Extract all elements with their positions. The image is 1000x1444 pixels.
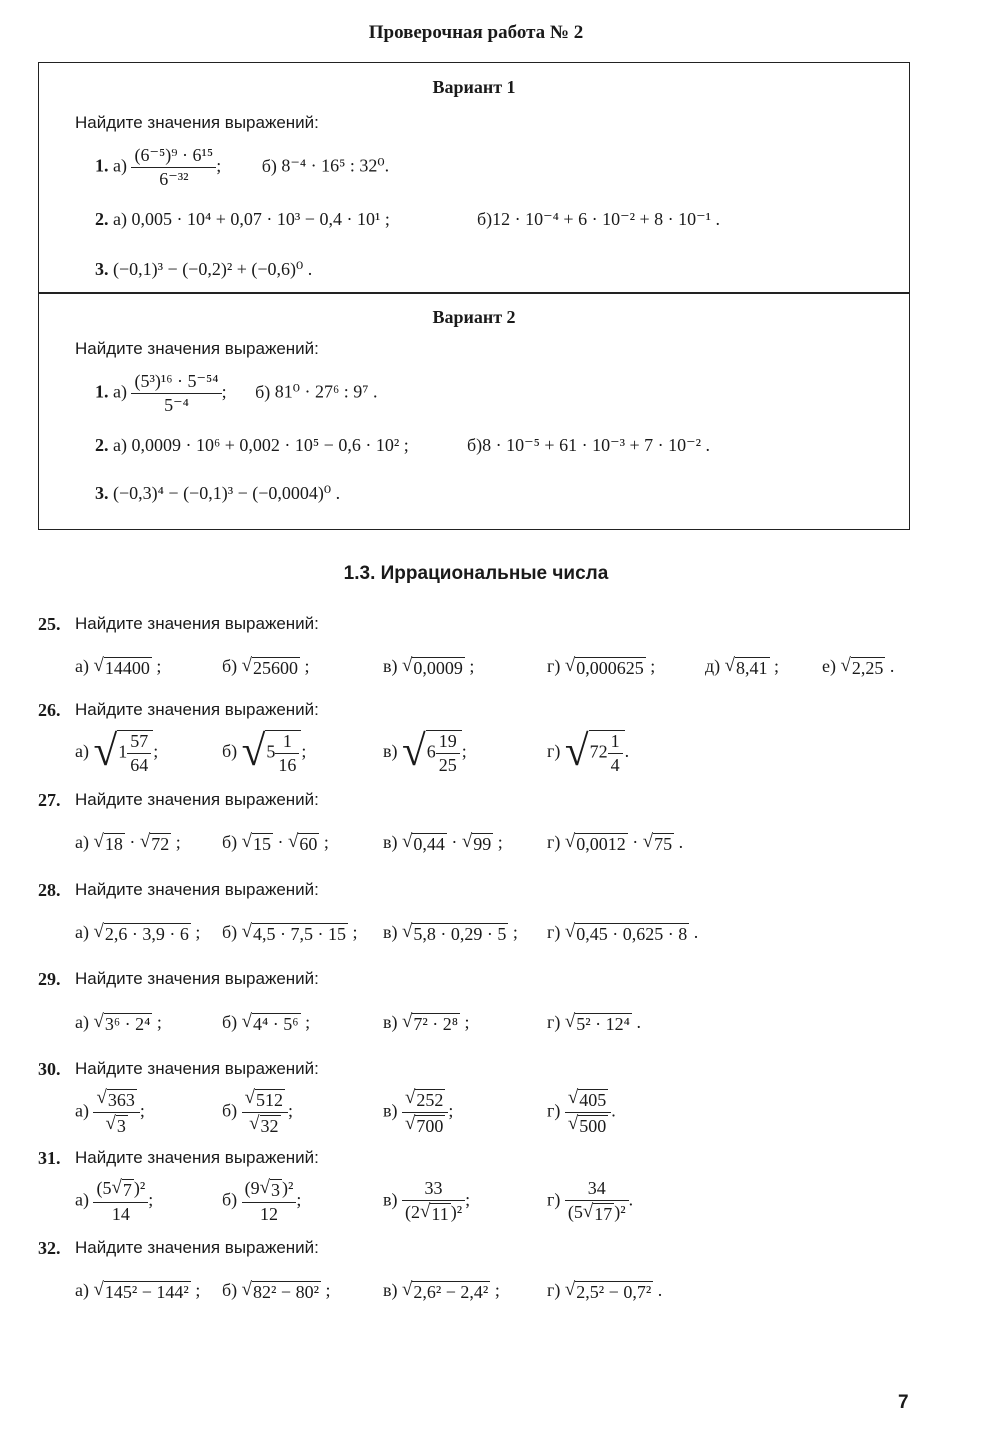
p31-item-v: в) 33 (2 √ 11 )² ; xyxy=(383,1178,471,1224)
problem-31-number: 31. xyxy=(38,1148,61,1168)
variant-2-task-1a-fraction: $\frac{\text{(5³)¹⁶ · 5⁻⁵⁴}}{\text{5⁻⁴}}$ xyxy=(131,371,221,416)
p27-item-g: г) √ 0,0012 · √ 75 . xyxy=(547,830,684,854)
p29-item-v: в) √ 7² · 2⁸ ; xyxy=(383,1010,470,1034)
p28-item-a: а) √ 2,6 · 3,9 · 6 ; xyxy=(75,920,201,944)
p27-item-a: а) √ 18 · √ 72 ; xyxy=(75,830,181,854)
problem-25-instruction: Найдите значения выражений: xyxy=(75,614,319,633)
variant-1-box xyxy=(38,62,910,294)
section-title: 1.3. Иррациональные числа xyxy=(343,563,609,584)
p25-item-d: д) √ 8,41 ; xyxy=(705,654,780,678)
variant-1-task-2b: б)12 · 10⁻⁴ + 6 · 10⁻² + 8 · 10⁻¹ . xyxy=(477,209,721,229)
variant-1-task-1b: 8⁻⁴ · 16⁵ : 32⁰. xyxy=(281,155,390,176)
p32-item-g: г) √ 2,5² − 0,7² . xyxy=(547,1278,663,1302)
problem-29-instruction: Найдите значения выражений: xyxy=(75,969,319,988)
p30-item-g: г) √ 405 √ 500 . xyxy=(547,1086,616,1136)
p29-item-b: б) √ 4⁴ · 5⁶ ; xyxy=(222,1010,311,1034)
problem-29-number: 29. xyxy=(38,969,61,989)
p26-item-a: а) √ 1 $\frac{57}{64}$ ; xyxy=(75,728,159,775)
p28-item-g: г) √ 0,45 · 0,625 · 8 . xyxy=(547,920,699,944)
problem-30-number: 30. xyxy=(38,1059,61,1079)
p26-item-v: в) √ 6 $\frac{19}{25}$ ; xyxy=(383,728,467,775)
p25-item-g: г) √ 0,000625 ; xyxy=(547,654,656,678)
p25-item-b: б) √ 25600 ; xyxy=(222,654,310,678)
p27-item-b: б) √ 15 · √ 60 ; xyxy=(222,830,329,854)
page-title: Проверочная работа № 2 xyxy=(368,22,584,43)
p29-item-a: а) √ 3⁶ · 2⁴ ; xyxy=(75,1010,162,1034)
variant-1-task-2a: 2. а) 0,005 · 10⁴ + 0,07 · 10³ − 0,4 · 10¹ ; xyxy=(95,209,390,229)
page-number: 7 xyxy=(898,1392,909,1413)
p28-item-v: в) √ 5,8 · 0,29 · 5 ; xyxy=(383,920,518,944)
problem-32-instruction: Найдите значения выражений: xyxy=(75,1238,319,1257)
p31-item-g: г) 34 (5 √ 17 )² . xyxy=(547,1178,634,1224)
variant-2-task-3: 3. (−0,3)⁴ − (−0,1)³ − (−0,0004)⁰ . xyxy=(95,483,341,503)
p25-item-v: в) √ 0,0009 ; xyxy=(383,654,475,678)
variant-2-task-2b: б)8 · 10⁻⁵ + 61 · 10⁻³ + 7 · 10⁻² . xyxy=(467,435,711,455)
variant-1-title: Вариант 1 xyxy=(432,77,516,97)
problem-27-instruction: Найдите значения выражений: xyxy=(75,790,319,809)
problem-25-number: 25. xyxy=(38,614,61,634)
p28-item-b: б) √ 4,5 · 7,5 · 15 ; xyxy=(222,920,358,944)
problem-28-number: 28. xyxy=(38,880,61,900)
variant-2-title: Вариант 2 xyxy=(432,307,516,327)
problem-26-number: 26. xyxy=(38,700,61,720)
variant-2-task-1: 1. а) $\frac{\text{(5³)¹⁶ · 5⁻⁵⁴}}{\text{5⁻⁴}}$ ; б) 81⁰ · 27⁶ : 9⁷ . xyxy=(95,371,378,415)
problem-32-number: 32. xyxy=(38,1238,61,1258)
problem-26-instruction: Найдите значения выражений: xyxy=(75,700,319,719)
variant-2-task-2a: 2. а) 0,0009 · 10⁶ + 0,002 · 10⁵ − 0,6 · 10² ; xyxy=(95,435,409,455)
p30-item-v: в) √ 252 √ 700 ; xyxy=(383,1086,454,1136)
p25-item-a: а) √ 14400 ; xyxy=(75,654,162,678)
p32-item-v: в) √ 2,6² − 2,4² ; xyxy=(383,1278,500,1302)
problem-30-instruction: Найдите значения выражений: xyxy=(75,1059,319,1078)
variant-1-task-3: 3. (−0,1)³ − (−0,2)² + (−0,6)⁰ . xyxy=(95,259,313,279)
p32-item-b: б) √ 82² − 80² ; xyxy=(222,1278,331,1302)
p27-item-v: в) √ 0,44 · √ 99 ; xyxy=(383,830,503,854)
p26-item-g: г) √ 72 $\frac{1}{4}$ . xyxy=(547,728,630,775)
p32-item-a: а) √ 145² − 144² ; xyxy=(75,1278,201,1302)
variant-2-task-1b: 81⁰ · 27⁶ : 9⁷ . xyxy=(274,381,378,402)
p30-item-b: б) √ 512 √ 32 ; xyxy=(222,1086,294,1136)
p29-item-g: г) √ 5² · 12⁴ . xyxy=(547,1010,641,1034)
problem-31-instruction: Найдите значения выражений: xyxy=(75,1148,319,1167)
problem-27-number: 27. xyxy=(38,790,61,810)
variant-2-instruction: Найдите значения выражений: xyxy=(75,339,319,358)
problem-28-instruction: Найдите значения выражений: xyxy=(75,880,319,899)
p30-item-a: а) √ 363 √ 3 ; xyxy=(75,1086,145,1136)
variant-1-task-1a-fraction: $\frac{\text{(6⁻⁵)⁹ · 6¹⁵}}{\text{6⁻³²}}$ xyxy=(131,145,216,190)
variant-1-instruction: Найдите значения выражений: xyxy=(75,113,319,132)
p31-item-a: а) (5 √ 7 )² 14 ; xyxy=(75,1176,154,1224)
variant-1-task-1: 1. а) $\frac{\text{(6⁻⁵)⁹ · 6¹⁵}}{\text{6⁻³²}}$ ; б) 8⁻⁴ · 16⁵ : 32⁰. xyxy=(95,145,390,189)
p31-item-b: б) (9 √ 3 )² 12 ; xyxy=(222,1176,302,1224)
variant-2-box xyxy=(38,292,910,530)
p26-item-b: б) √ 5 $\frac{1}{16}$ ; xyxy=(222,728,307,775)
p25-item-e: е) √ 2,25 . xyxy=(822,654,895,678)
